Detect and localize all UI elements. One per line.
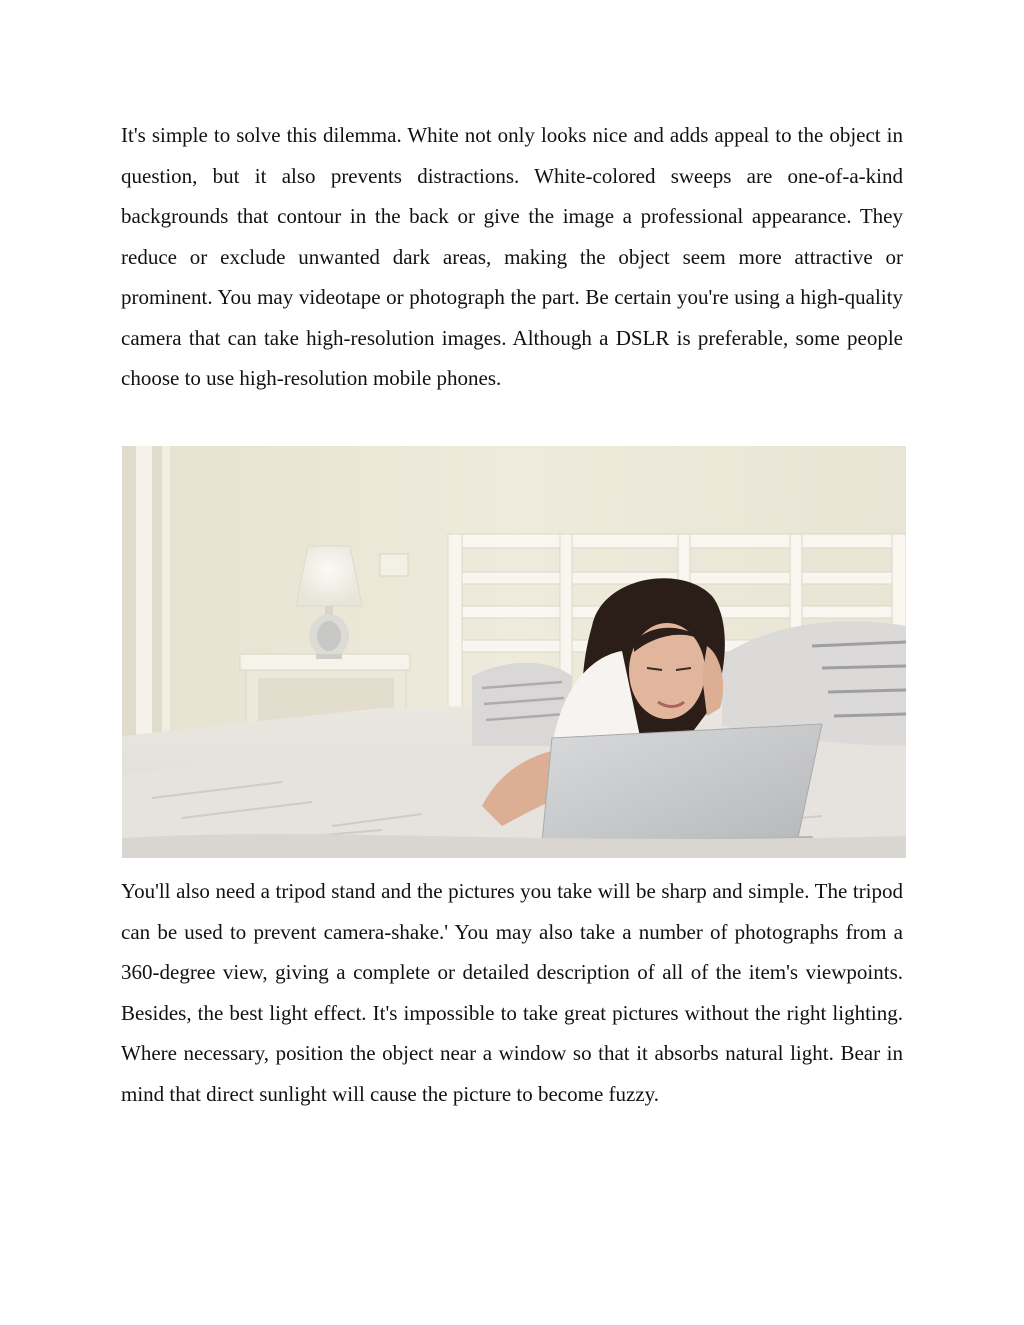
woman-laptop-bed-photo	[122, 446, 906, 858]
paragraph: You'll also need a tripod stand and the pictures you take will be sharp and simple. The tripod can be used to prevent camera-shake.' You may also take a number of photographs from a 360-degree view, giving a complete or detailed description of all of the item's viewpoints. Besides, the best light effect. It's impossible to take great pictures without the right lighting. Where necessary, position the object near a window so that it absorbs natural light. Bear in mind that direct sunlight will cause the picture to become fuzzy.	[121, 879, 903, 1106]
paragraph: It's simple to solve this dilemma. White not only looks nice and adds appeal to the object in question, but it also prevents distractions. White-colored sweeps are one-of-a-kind backgrounds that contour in the back or give the image a professional appearance. They reduce or exclude unwanted dark areas, making the object seem more attractive or prominent. You may videotape or photograph the part. Be certain you're using a high-quality camera that can take high-resolution images. Although a DSLR is preferable, some people choose to use high-resolution mobile phones.	[121, 123, 903, 390]
photo-illustration	[122, 446, 906, 858]
